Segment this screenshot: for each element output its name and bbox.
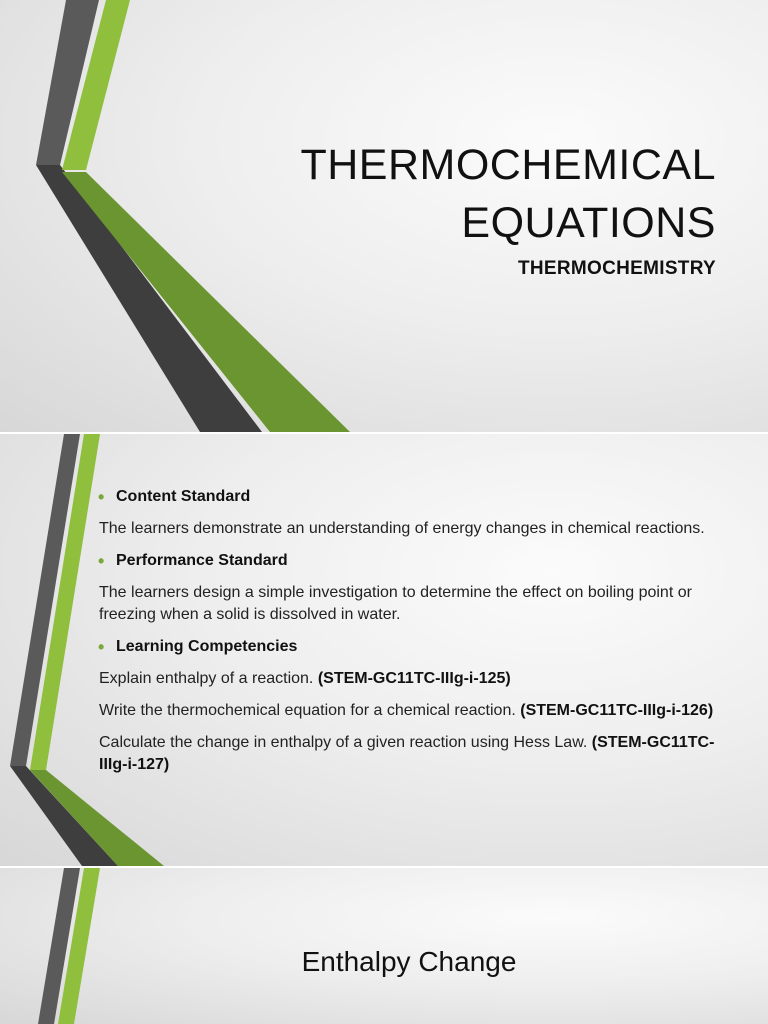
slide-standards: [0, 434, 768, 866]
competency-item: [99, 732, 719, 776]
presentation-title: [300, 136, 716, 252]
presentation-subtitle: THERMOCHEMISTRY: [517, 258, 716, 279]
slide-enthalpy: [0, 868, 768, 1024]
slide-title: [0, 0, 768, 432]
title-line-2: EQUATIONS: [461, 199, 716, 247]
performance-standard-heading: Performance Standard: [116, 552, 288, 569]
title-line-1: THERMOCHEMICAL: [300, 141, 716, 189]
bullet-dot-icon: •: [98, 551, 105, 571]
standards-content: [99, 486, 719, 786]
competency-text: Calculate the change in enthalpy of a given reaction using Hess Law.: [99, 734, 592, 751]
competency-item: [99, 700, 719, 722]
competency-text: Explain enthalpy of a reaction.: [99, 670, 318, 687]
bullet-performance-standard: [98, 550, 719, 572]
content-standard-heading: Content Standard: [116, 488, 251, 505]
competency-code: (STEM-GC11TC-IIIg-i-127): [99, 734, 715, 773]
bullet-dot-icon: •: [98, 487, 105, 507]
bullet-learning-competencies: [98, 636, 719, 658]
competency-code: (STEM-GC11TC-IIIg-i-125): [317, 670, 511, 687]
performance-standard-text: The learners design a simple investigation to determine the effect on boiling point or freezing when a solid is dissolved in water.: [99, 584, 692, 623]
stripe-gray-lower: [36, 165, 262, 432]
competency-item: [99, 668, 719, 690]
bullet-content-standard: [98, 486, 719, 508]
competency-code: (STEM-GC11TC-IIIg-i-126): [520, 702, 714, 719]
learning-competencies-heading: Learning Competencies: [116, 638, 298, 655]
bullet-dot-icon: •: [98, 637, 105, 657]
content-standard-text: The learners demonstrate an understanding of energy changes in chemical reactions.: [99, 520, 705, 537]
enthalpy-title: Enthalpy Change: [301, 946, 517, 977]
competency-text: Write the thermochemical equation for a chemical reaction.: [99, 702, 521, 719]
